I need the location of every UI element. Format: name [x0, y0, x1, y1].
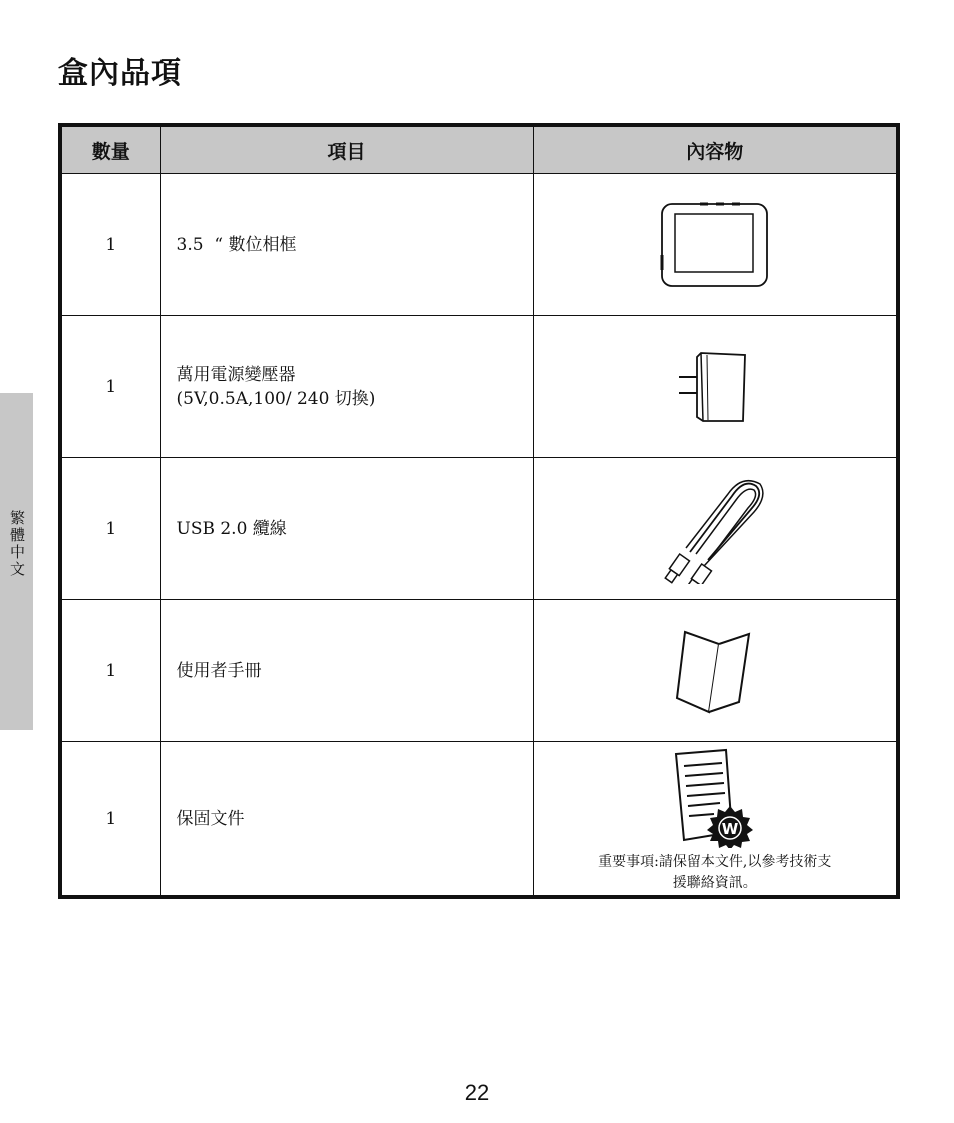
- usb-cable-icon: [660, 474, 770, 584]
- warranty-note-line: 重要事項:請保留本文件,以參考技術支: [598, 854, 832, 870]
- contents-cell: [533, 600, 898, 742]
- contents-cell: [533, 458, 898, 600]
- item-cell: [160, 458, 533, 600]
- box-contents-table: [58, 123, 900, 899]
- digital-photo-frame-icon: [660, 200, 770, 290]
- language-side-tab-label: 繁體中文: [8, 510, 26, 578]
- header-contents: 內容物: [533, 125, 898, 174]
- quantity-cell: 1: [60, 742, 160, 898]
- table-row: [60, 458, 898, 600]
- table-header-row: [60, 125, 898, 174]
- contents-cell: [533, 742, 898, 898]
- table-row: [60, 600, 898, 742]
- warranty-note-line: 援聯絡資訊。: [672, 875, 757, 891]
- quantity-cell: 1: [60, 458, 160, 600]
- user-manual-icon: [675, 626, 755, 716]
- quantity-cell: 1: [60, 174, 160, 316]
- item-cell: [160, 742, 533, 898]
- item-name: 3.5 “ 數位相框: [176, 234, 297, 255]
- quantity-cell: 1: [60, 316, 160, 458]
- page-number: 22: [464, 1080, 490, 1105]
- header-item: 項目: [160, 125, 533, 174]
- item-cell: [160, 600, 533, 742]
- item-spec: (5V,0.5A,100/ 240 切換): [176, 388, 376, 409]
- power-adapter-icon: [675, 347, 755, 427]
- page-title: 盒內品項: [58, 56, 182, 91]
- item-cell: [160, 316, 533, 458]
- warranty-note: [535, 852, 896, 894]
- warranty-document-icon: [670, 748, 760, 848]
- item-name: 保固文件: [176, 808, 245, 829]
- table-row: [60, 316, 898, 458]
- header-quantity: 數量: [60, 125, 160, 174]
- warranty-seal-letter: W: [721, 820, 739, 838]
- item-name: USB 2.0 纜線: [176, 518, 287, 539]
- contents-cell: [533, 316, 898, 458]
- table-row: [60, 742, 898, 898]
- item-name: 萬用電源變壓器: [176, 364, 296, 385]
- contents-cell: [533, 174, 898, 316]
- item-name: 使用者手冊: [176, 660, 262, 681]
- quantity-cell: 1: [60, 600, 160, 742]
- table-row: [60, 174, 898, 316]
- item-cell: [160, 174, 533, 316]
